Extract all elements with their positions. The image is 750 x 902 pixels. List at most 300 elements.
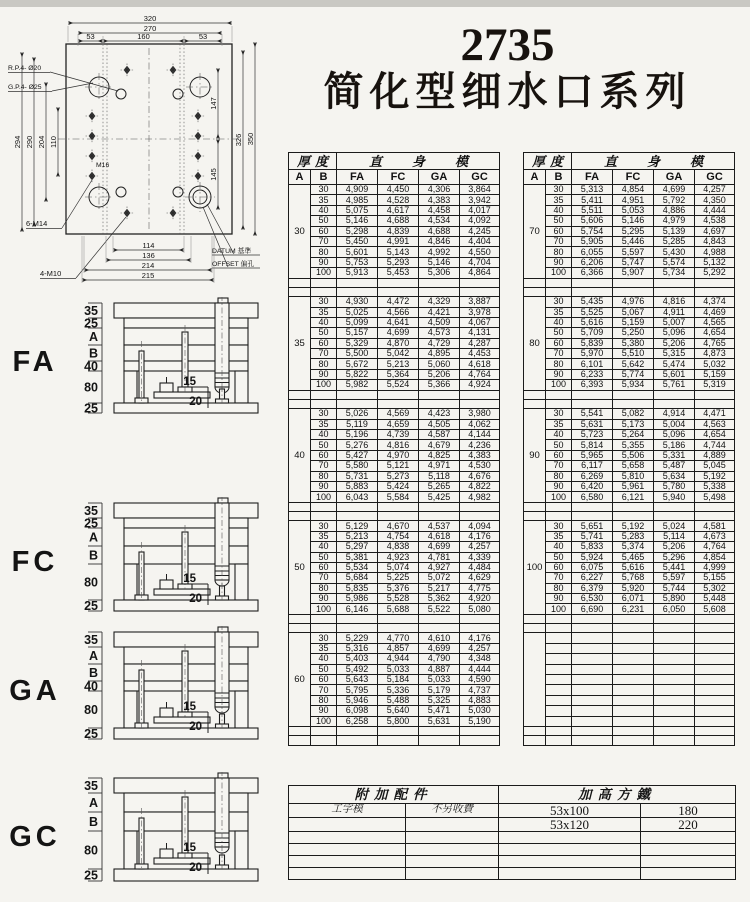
price-row: [289, 236, 500, 246]
thickness-b-value: 40: [546, 205, 572, 215]
price-cell: 5,213: [337, 531, 378, 541]
price-row: [524, 664, 735, 674]
thickness-a-value: 40: [289, 409, 311, 503]
price-row: [524, 583, 735, 593]
thickness-b-value: 35: [311, 531, 337, 541]
separator-row: [524, 512, 735, 521]
price-row: [289, 257, 500, 267]
price-cell: 5,525: [572, 307, 613, 317]
price-cell: 5,441: [654, 562, 695, 572]
thickness-a-value: 90: [524, 409, 546, 503]
price-cell: 4,530: [460, 461, 500, 471]
thickness-b-value: 60: [311, 562, 337, 572]
thickness-b-value: 70: [546, 461, 572, 471]
price-row: [289, 716, 500, 726]
price-cell: 6,393: [572, 380, 613, 390]
accessory-cell: [406, 856, 499, 868]
thickness-b-value: 50: [311, 664, 337, 674]
price-cell: 5,492: [337, 664, 378, 674]
separator-row: [524, 287, 735, 296]
price-cell: 6,071: [613, 594, 654, 604]
price-cell: 5,025: [337, 307, 378, 317]
separator-row: [524, 399, 735, 408]
thickness-b-value: 80: [311, 695, 337, 705]
price-cell: [654, 716, 695, 726]
price-cell: 5,325: [419, 695, 460, 705]
price-cell: 5,366: [419, 380, 460, 390]
price-cell: [613, 695, 654, 705]
price-cell: 5,684: [337, 573, 378, 583]
thickness-b-value: 30: [311, 297, 337, 307]
price-cell: 4,923: [378, 552, 419, 562]
thickness-b-value: 100: [311, 492, 337, 502]
thickness-b-value: 35: [546, 419, 572, 429]
price-cell: 5,810: [613, 471, 654, 481]
price-cell: 3,942: [460, 195, 500, 205]
price-row: [289, 573, 500, 583]
price-cell: 5,283: [613, 531, 654, 541]
price-cell: 3,978: [460, 307, 500, 317]
price-cell: 4,374: [695, 297, 735, 307]
thickness-b-value: 30: [311, 633, 337, 643]
dimension-label: 114: [142, 241, 155, 250]
price-cell: 5,129: [337, 521, 378, 531]
col-ga: GA: [654, 170, 695, 185]
accessory-cell: [499, 832, 641, 844]
price-cell: 4,924: [460, 380, 500, 390]
price-cell: 3,864: [460, 185, 500, 195]
header-straight-mold: 直身模: [572, 153, 735, 170]
accessory-cell: [406, 832, 499, 844]
price-cell: [654, 643, 695, 653]
mold-cross-section: [62, 626, 262, 756]
thickness-b-value: 30: [311, 521, 337, 531]
price-row: [289, 430, 500, 440]
price-cell: 4,991: [378, 236, 419, 246]
price-cell: 5,042: [378, 349, 419, 359]
price-cell: 4,629: [460, 573, 500, 583]
price-cell: 5,146: [613, 216, 654, 226]
stack-dim-label: 25: [84, 401, 98, 416]
separator-row: [524, 726, 735, 735]
price-cell: 5,631: [419, 716, 460, 726]
price-row: [289, 675, 500, 685]
price-cell: 4,838: [378, 542, 419, 552]
price-cell: 5,631: [572, 419, 613, 429]
price-cell: 5,474: [654, 359, 695, 369]
thickness-b-value: 60: [311, 450, 337, 460]
col-b: B: [546, 170, 572, 185]
price-cell: 5,643: [337, 675, 378, 685]
thickness-b-value: 100: [546, 604, 572, 614]
price-cell: 5,024: [654, 521, 695, 531]
price-cell: 6,075: [572, 562, 613, 572]
price-cell: 4,873: [695, 349, 735, 359]
col-fa: FA: [572, 170, 613, 185]
thickness-b-value: 70: [546, 573, 572, 583]
thickness-b-value: 100: [546, 380, 572, 390]
price-cell: 4,979: [654, 216, 695, 226]
price-cell: 4,673: [695, 531, 735, 541]
price-cell: 5,522: [419, 604, 460, 614]
stack-dim-label: 25: [84, 868, 98, 883]
price-cell: 5,159: [613, 317, 654, 327]
price-cell: 4,704: [460, 257, 500, 267]
thickness-b-value: 100: [311, 716, 337, 726]
price-cell: 4,654: [695, 328, 735, 338]
accessory-row: [289, 818, 736, 832]
price-cell: 5,425: [419, 492, 460, 502]
price-cell: 5,597: [654, 573, 695, 583]
price-row: [524, 419, 735, 429]
thickness-b-value: 90: [311, 257, 337, 267]
stack-dim-label: 40: [84, 359, 98, 374]
price-cell: 5,658: [613, 461, 654, 471]
price-row: [289, 531, 500, 541]
thickness-b-value: 35: [546, 531, 572, 541]
price-cell: 4,729: [419, 338, 460, 348]
price-cell: [654, 633, 695, 643]
accessory-row: [289, 868, 736, 880]
price-cell: 4,176: [460, 633, 500, 643]
price-cell: 5,606: [572, 216, 613, 226]
thickness-b-value: 35: [311, 195, 337, 205]
stack-dim-label: 35: [84, 304, 98, 318]
price-cell: [572, 716, 613, 726]
price-cell: 4,565: [695, 317, 735, 327]
stack-dim-label: A: [88, 330, 98, 344]
price-cell: 5,306: [419, 268, 460, 278]
thickness-b-value: 40: [311, 542, 337, 552]
price-cell: 5,608: [695, 604, 735, 614]
price-cell: 5,506: [613, 450, 654, 460]
price-row: [524, 307, 735, 317]
price-cell: 5,114: [654, 531, 695, 541]
thickness-b-value: 30: [311, 409, 337, 419]
price-cell: 5,217: [419, 583, 460, 593]
price-cell: 6,269: [572, 471, 613, 481]
plate-outline: [58, 44, 240, 234]
price-cell: 4,505: [419, 419, 460, 429]
price-cell: 4,839: [378, 226, 419, 236]
price-row: [289, 338, 500, 348]
price-row: [524, 185, 735, 195]
accessory-cell: [289, 856, 406, 868]
stack-dim-label: A: [88, 649, 98, 663]
price-row: [524, 338, 735, 348]
price-cell: 3,980: [460, 409, 500, 419]
price-cell: 5,157: [337, 328, 378, 338]
thickness-b-value: 100: [311, 380, 337, 390]
price-cell: 4,306: [419, 185, 460, 195]
price-row: [524, 380, 735, 390]
thickness-b-value: 50: [546, 216, 572, 226]
series-title: 简化型细水口系列: [323, 69, 692, 114]
thickness-b-value: 35: [546, 307, 572, 317]
accessory-cell: [406, 868, 499, 880]
price-cell: 6,050: [654, 604, 695, 614]
price-cell: 5,292: [695, 268, 735, 278]
thickness-b-value: 40: [311, 654, 337, 664]
price-table-left: [288, 152, 500, 746]
price-cell: 4,670: [378, 521, 419, 531]
thickness-b-value: 40: [311, 430, 337, 440]
price-cell: 4,822: [460, 481, 500, 491]
separator-row: [289, 287, 500, 296]
price-cell: 5,584: [378, 492, 419, 502]
thickness-a-value: 70: [524, 185, 546, 279]
price-cell: [695, 643, 735, 653]
price-row: [289, 409, 500, 419]
price-cell: 4,329: [419, 297, 460, 307]
thickness-b-value: 100: [311, 604, 337, 614]
price-cell: 6,420: [572, 481, 613, 491]
dimension-label: 290: [25, 135, 34, 149]
price-row: [289, 419, 500, 429]
accessory-cell: [406, 818, 499, 832]
price-cell: [613, 633, 654, 643]
price-cell: 6,530: [572, 594, 613, 604]
price-cell: 5,355: [613, 440, 654, 450]
price-row: [524, 216, 735, 226]
stack-dim-label: A: [88, 530, 98, 545]
price-cell: 5,293: [378, 257, 419, 267]
price-cell: 5,206: [419, 369, 460, 379]
price-cell: [654, 685, 695, 695]
price-cell: 5,336: [378, 685, 419, 695]
price-cell: [613, 706, 654, 716]
price-cell: 4,641: [378, 317, 419, 327]
price-cell: 5,045: [695, 461, 735, 471]
price-cell: 4,699: [654, 185, 695, 195]
price-cell: 5,380: [613, 338, 654, 348]
price-cell: [695, 675, 735, 685]
price-cell: [572, 695, 613, 705]
price-cell: 5,934: [613, 380, 654, 390]
price-cell: 5,601: [654, 369, 695, 379]
price-cell: 5,616: [572, 317, 613, 327]
price-cell: 5,430: [654, 247, 695, 257]
price-cell: 5,196: [337, 430, 378, 440]
price-cell: 6,043: [337, 492, 378, 502]
price-row: [289, 247, 500, 257]
price-cell: 5,471: [419, 706, 460, 716]
price-cell: 4,092: [460, 216, 500, 226]
thickness-b-value: 60: [546, 562, 572, 572]
thickness-b-value: 35: [311, 307, 337, 317]
separator-row: [524, 736, 735, 745]
thickness-b-value: 80: [546, 247, 572, 257]
price-cell: [695, 685, 735, 695]
thickness-b-value: 80: [546, 359, 572, 369]
price-cell: 5,982: [337, 380, 378, 390]
price-row: [289, 226, 500, 236]
price-cell: [654, 654, 695, 664]
price-row: [289, 481, 500, 491]
price-cell: 4,550: [460, 247, 500, 257]
thickness-b-value: 60: [546, 450, 572, 460]
price-row: [524, 685, 735, 695]
price-row: [289, 195, 500, 205]
price-cell: 5,315: [654, 349, 695, 359]
price-cell: 5,146: [419, 257, 460, 267]
price-row: [524, 328, 735, 338]
price-cell: 4,654: [695, 430, 735, 440]
price-row: [289, 216, 500, 226]
price-cell: 5,768: [613, 573, 654, 583]
price-cell: 4,992: [419, 247, 460, 257]
separator-row: [289, 278, 500, 287]
price-cell: 4,350: [695, 195, 735, 205]
price-cell: 5,273: [378, 471, 419, 481]
m14-label: 6-M14: [26, 219, 48, 228]
mold-plate-top-view-drawing: [6, 10, 264, 292]
price-cell: 5,424: [378, 481, 419, 491]
mold-section-diagram-ga: [8, 626, 262, 756]
price-cell: 6,146: [337, 604, 378, 614]
dimension-label: 215: [141, 271, 155, 280]
price-cell: [695, 706, 735, 716]
price-cell: 5,295: [613, 226, 654, 236]
price-row: [524, 633, 735, 643]
price-cell: [654, 706, 695, 716]
price-cell: 5,118: [419, 471, 460, 481]
offset-label: OFFSET 偏孔: [212, 261, 255, 268]
price-cell: 4,610: [419, 633, 460, 643]
price-cell: 4,245: [460, 226, 500, 236]
price-cell: 4,676: [460, 471, 500, 481]
accessory-cell: [641, 856, 736, 868]
price-cell: 6,055: [572, 247, 613, 257]
inner-dim-20: 20: [189, 593, 202, 605]
accessory-cell: 53x100: [499, 804, 641, 818]
accessory-cell: [289, 832, 406, 844]
price-cell: 4,843: [695, 236, 735, 246]
m16-label: M16: [96, 162, 110, 169]
stack-dim-label: 25: [84, 727, 98, 741]
price-cell: 4,970: [378, 450, 419, 460]
price-cell: 5,411: [572, 195, 613, 205]
price-cell: 5,376: [378, 583, 419, 593]
separator-row: [289, 726, 500, 735]
price-cell: 5,080: [460, 604, 500, 614]
price-cell: 4,744: [695, 440, 735, 450]
price-cell: 5,143: [378, 247, 419, 257]
inner-dim-15: 15: [183, 376, 196, 388]
price-row: [289, 461, 500, 471]
stack-dim-label: 80: [84, 703, 98, 717]
col-gc: GC: [460, 170, 500, 185]
price-cell: 5,487: [654, 461, 695, 471]
thickness-b-value: 40: [311, 317, 337, 327]
accessory-row: [289, 832, 736, 844]
price-cell: 5,723: [572, 430, 613, 440]
price-row: [524, 542, 735, 552]
price-cell: 5,734: [654, 268, 695, 278]
price-cell: 4,688: [378, 216, 419, 226]
thickness-b-value: 50: [311, 216, 337, 226]
price-cell: 5,511: [572, 205, 613, 215]
thickness-b-value: [546, 643, 572, 653]
thickness-b-value: 60: [546, 226, 572, 236]
price-cell: 5,448: [695, 594, 735, 604]
price-cell: 5,709: [572, 328, 613, 338]
stack-dim-label: B: [88, 815, 98, 829]
separator-row: [289, 502, 500, 511]
title-block: [275, 19, 740, 115]
price-cell: 5,099: [337, 317, 378, 327]
col-fa: FA: [337, 170, 378, 185]
price-cell: 5,510: [613, 349, 654, 359]
price-cell: 5,905: [572, 236, 613, 246]
thickness-b-value: 70: [311, 349, 337, 359]
price-cell: 5,146: [337, 216, 378, 226]
price-cell: 5,574: [654, 257, 695, 267]
col-a: A: [524, 170, 546, 185]
price-cell: 5,435: [572, 297, 613, 307]
price-cell: 4,886: [654, 205, 695, 215]
stack-dim-label: 80: [84, 575, 98, 590]
price-cell: 4,920: [460, 594, 500, 604]
accessory-cell: [641, 844, 736, 856]
inner-dim-15: 15: [183, 701, 196, 713]
price-cell: 5,206: [654, 338, 695, 348]
thickness-b-value: 70: [311, 685, 337, 695]
price-cell: 6,117: [572, 461, 613, 471]
price-row: [289, 317, 500, 327]
price-cell: 5,427: [337, 450, 378, 460]
price-cell: 5,132: [695, 257, 735, 267]
header-straight-mold: 直身模: [337, 153, 500, 170]
stack-dim-label: B: [88, 666, 98, 680]
price-cell: 4,775: [460, 583, 500, 593]
price-cell: 4,538: [695, 216, 735, 226]
m10-label: 4-M10: [40, 269, 62, 278]
price-cell: 4,697: [695, 226, 735, 236]
price-cell: 5,800: [378, 716, 419, 726]
separator-row: [289, 399, 500, 408]
price-row: [289, 583, 500, 593]
thickness-a-value: 80: [524, 297, 546, 391]
dimension-label: 160: [137, 32, 150, 41]
price-row: [524, 716, 735, 726]
price-cell: 4,679: [419, 440, 460, 450]
stack-dim-label: 25: [84, 599, 98, 613]
thickness-b-value: 50: [311, 440, 337, 450]
price-cell: 5,331: [654, 450, 695, 460]
price-cell: 5,488: [378, 695, 419, 705]
price-row: [524, 440, 735, 450]
price-cell: 4,951: [613, 195, 654, 205]
price-row: [289, 297, 500, 307]
mold-section-diagram-gc: [8, 772, 262, 902]
price-cell: 4,444: [695, 205, 735, 215]
price-cell: 4,573: [419, 328, 460, 338]
thickness-b-value: 30: [546, 297, 572, 307]
dimension-label: 294: [13, 135, 22, 149]
price-cell: 5,450: [337, 236, 378, 246]
thickness-b-value: 80: [311, 247, 337, 257]
price-cell: 5,833: [572, 542, 613, 552]
price-cell: 5,225: [378, 573, 419, 583]
accessory-cell: 工字模: [289, 804, 406, 818]
price-cell: 5,298: [337, 226, 378, 236]
price-cell: 4,257: [460, 542, 500, 552]
price-row: [524, 521, 735, 531]
price-cell: 5,119: [337, 419, 378, 429]
price-cell: 4,688: [419, 226, 460, 236]
price-cell: 4,930: [337, 297, 378, 307]
